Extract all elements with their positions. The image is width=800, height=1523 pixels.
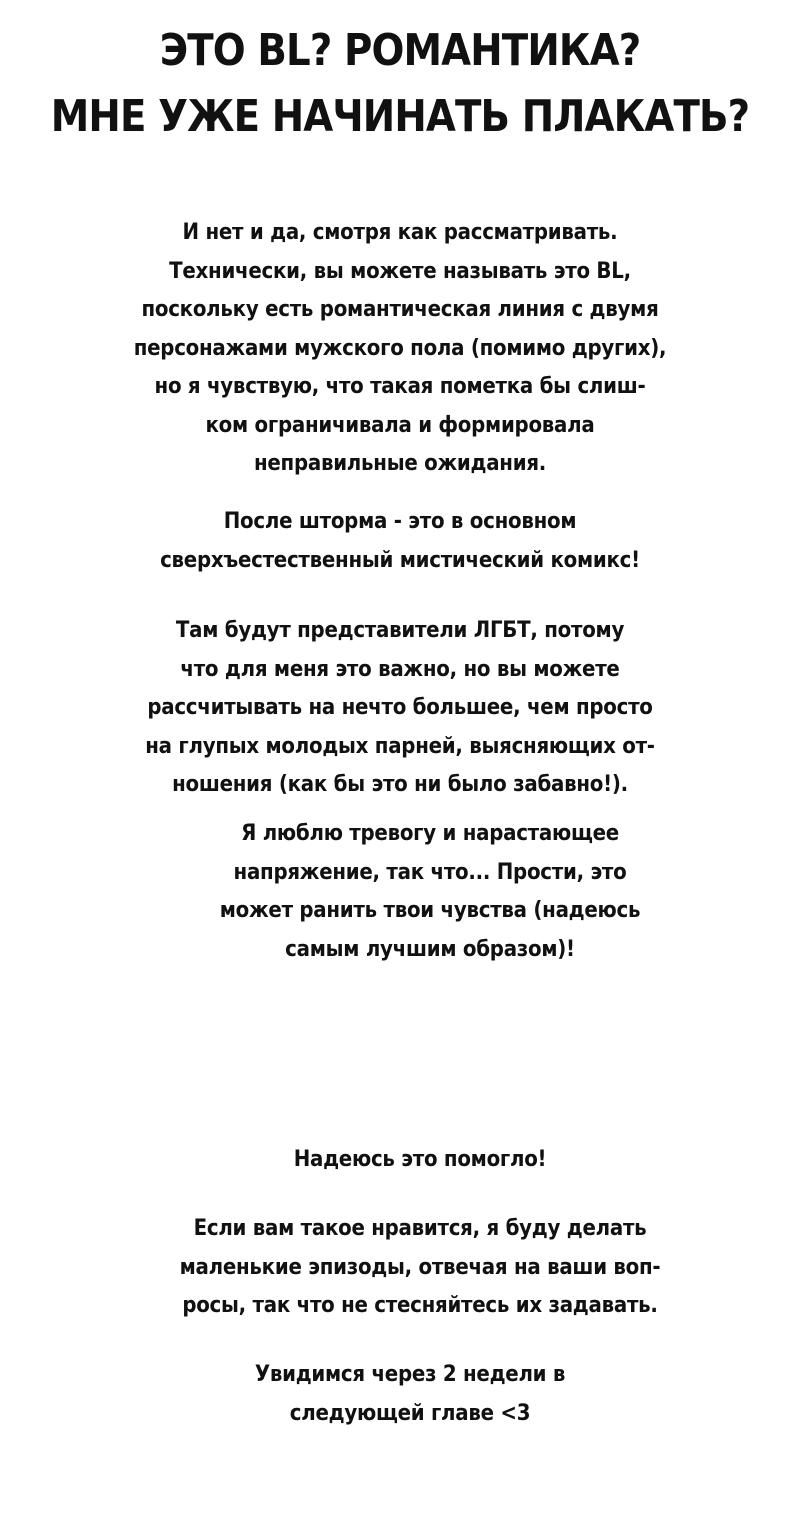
text-line: сверхъестественный мистический комикс! (160, 547, 640, 573)
paragraph-see-you (158, 1356, 662, 1433)
text-line: поскольку есть романтическая линия с двумя (141, 297, 659, 322)
text-line: ком ограничивала и формировала (205, 412, 595, 438)
text-line: на глупых молодых парней, выясняющих от- (145, 733, 655, 759)
text-line: персонажами мужского пола (помимо других), (133, 335, 667, 361)
text-line: Надеюсь это помогло! (293, 1147, 547, 1172)
paragraph-suspense (178, 815, 682, 969)
text-line: рассчитывать на нечто большее, чем просто (147, 695, 653, 720)
text-line: следующей главе <3 (289, 1400, 531, 1426)
text-line: неправильные ожидания. (253, 451, 547, 476)
text-line: Там будут представители ЛГБТ, потому (175, 618, 625, 643)
text-line: может ранить твои чувства (надеюсь (219, 898, 641, 923)
text-line: И нет и да, смотря как рассматривать. (182, 220, 618, 245)
text-line: Я люблю тревогу и нарастающее (241, 821, 619, 846)
text-line: но я чувствую, что такая пометка бы слиш- (154, 374, 646, 399)
text-line: После шторма - это в основном (223, 509, 577, 534)
text-line: самым лучшим образом)! (285, 936, 575, 962)
text-line: росы, так что не стесняйтесь их задавать. (182, 1293, 658, 1318)
text-line: напряжение, так что... Прости, это (233, 859, 627, 885)
text-line: Если вам такое нравится, я буду делать (193, 1216, 647, 1241)
text-line: маленькие эпизоды, отвечая на ваши воп- (179, 1254, 661, 1280)
title-line: МНЕ УЖЕ НАЧИНАТЬ ПЛАКАТЬ? (50, 91, 750, 142)
page-title (48, 18, 752, 150)
paragraph-hope-helped (168, 1141, 672, 1180)
title-line: ЭТО BL? РОМАНТИКА? (159, 25, 641, 76)
text-line: что для меня это важно, но вы можете (180, 656, 620, 682)
text-line: ношения (как бы это ни было забавно!). (172, 772, 628, 797)
paragraph-genre (76, 503, 724, 580)
text-line: Технически, вы можете называть это BL, (169, 258, 631, 284)
text-line: Увидимся через 2 недели в (254, 1362, 566, 1387)
paragraph-questions (105, 1210, 735, 1326)
paragraph-lgbt (76, 612, 724, 805)
paragraph-bl-answer (76, 214, 724, 484)
